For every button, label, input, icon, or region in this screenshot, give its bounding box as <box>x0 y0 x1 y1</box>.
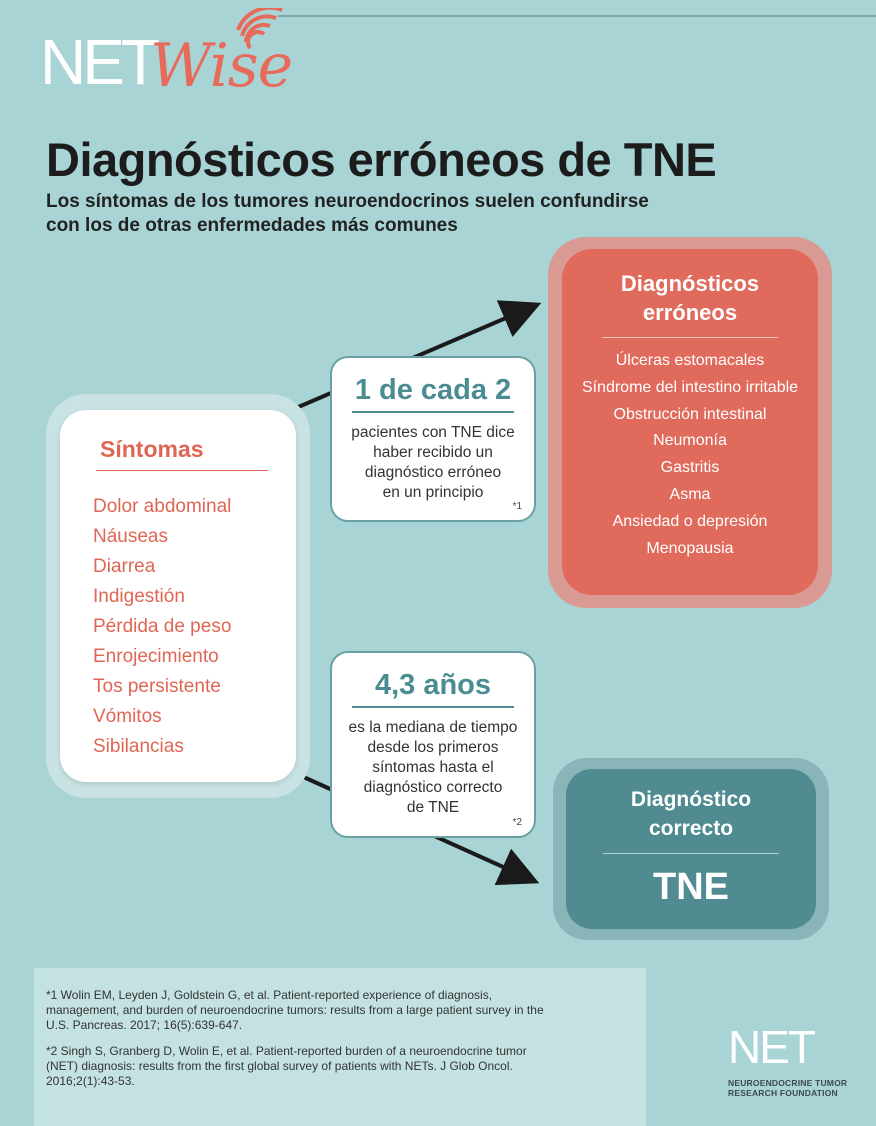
list-item: Menopausia <box>646 539 734 557</box>
desc-line: es la mediana de tiempo <box>348 719 518 736</box>
desc-line: en un principio <box>382 484 484 501</box>
list-item: Úlceras estomacales <box>615 352 765 369</box>
misdiagnosis-list <box>562 348 818 562</box>
stat-card-years <box>330 651 536 838</box>
foundation-logo-word: NET <box>728 1021 814 1073</box>
logo-net-text: NET <box>40 26 156 98</box>
reference-line: U.S. Pancreas. 2017; 16(5):639-647. <box>46 1018 243 1032</box>
reference-line: *2 Singh S, Granberg D, Wolin E, et al. Patient-reported burden of a neuroendocrine tumor <box>46 1044 527 1058</box>
divider <box>96 470 268 471</box>
symptoms-card <box>60 410 296 782</box>
desc-line: diagnóstico erróneo <box>364 464 502 481</box>
stat-value: 1 de cada 2 <box>354 374 512 406</box>
list-item: Sibilancias <box>93 736 184 757</box>
title-line: Diagnóstico <box>630 788 752 811</box>
list-item: Enrojecimiento <box>93 646 219 667</box>
stat-description <box>332 718 534 818</box>
stat-value: 4,3 años <box>374 669 492 701</box>
references-panel <box>34 968 646 1126</box>
symptoms-list <box>93 492 231 762</box>
list-item: Pérdida de peso <box>93 616 232 637</box>
caption-line: RESEARCH FOUNDATION <box>728 1088 838 1098</box>
subtitle-line: con los de otras enfermedades más comunes <box>46 215 458 236</box>
reference-line: (NET) diagnosis: results from the first global survey of patients with NETs. J Glob Oncol. <box>46 1059 513 1073</box>
list-item: Neumonía <box>653 432 727 450</box>
stat-description <box>332 423 534 503</box>
title-line: correcto <box>648 817 734 840</box>
list-item: Asma <box>669 485 711 503</box>
page-title: Diagnósticos erróneos de TNE <box>46 133 717 186</box>
desc-line: síntomas hasta el <box>372 759 494 776</box>
list-item: Diarrea <box>93 556 156 577</box>
misdiagnosis-card <box>562 249 818 595</box>
logo-wise-text: Wise <box>150 31 293 101</box>
divider <box>352 411 514 413</box>
correct-diagnosis-value: TNE <box>653 866 729 908</box>
list-item: Vómitos <box>93 706 162 727</box>
stat-card-ratio <box>330 356 536 522</box>
reference-1 <box>46 988 636 1033</box>
desc-line: de TNE <box>406 799 460 816</box>
list-item: Gastritis <box>660 459 720 477</box>
caption-line: NEUROENDOCRINE TUMOR <box>728 1078 848 1088</box>
subtitle-line: Los síntomas de los tumores neuroendocrinos suelen confundirse <box>46 191 649 212</box>
desc-line: pacientes con TNE dice <box>351 424 515 441</box>
reference-line: 2016;2(1):43-53. <box>46 1074 135 1088</box>
foundation-caption <box>728 1078 847 1098</box>
divider <box>603 853 779 854</box>
reference-2 <box>46 1044 636 1089</box>
desc-line: desde los primeros <box>367 739 499 756</box>
symptoms-title: Síntomas <box>100 436 204 462</box>
correct-diagnosis-title <box>566 785 816 843</box>
desc-line: haber recibido un <box>373 444 493 461</box>
footnote-marker: *1 <box>512 501 522 512</box>
title-line: Diagnósticos <box>620 271 760 296</box>
list-item: Ansiedad o depresión <box>612 512 768 530</box>
reference-line: management, and burden of neuroendocrine tumors: results from a large patient survey in the <box>46 1003 544 1017</box>
list-item: Síndrome del intestino irritable <box>581 378 799 396</box>
title-line: erróneos <box>642 300 738 325</box>
correct-diagnosis-card <box>566 769 816 929</box>
divider <box>602 337 778 338</box>
footnote-marker: *2 <box>512 817 522 828</box>
desc-line: diagnóstico correcto <box>363 779 503 796</box>
foundation-logo <box>728 1021 848 1104</box>
misdiagnosis-title <box>562 269 818 327</box>
divider <box>352 706 514 708</box>
list-item: Náuseas <box>93 526 168 547</box>
list-item: Tos persistente <box>93 676 221 697</box>
list-item: Indigestión <box>93 586 185 607</box>
reference-line: *1 Wolin EM, Leyden J, Goldstein G, et al. Patient-reported experience of diagnosis, <box>46 988 493 1002</box>
list-item: Dolor abdominal <box>93 496 232 517</box>
list-item: Obstrucción intestinal <box>613 405 767 423</box>
